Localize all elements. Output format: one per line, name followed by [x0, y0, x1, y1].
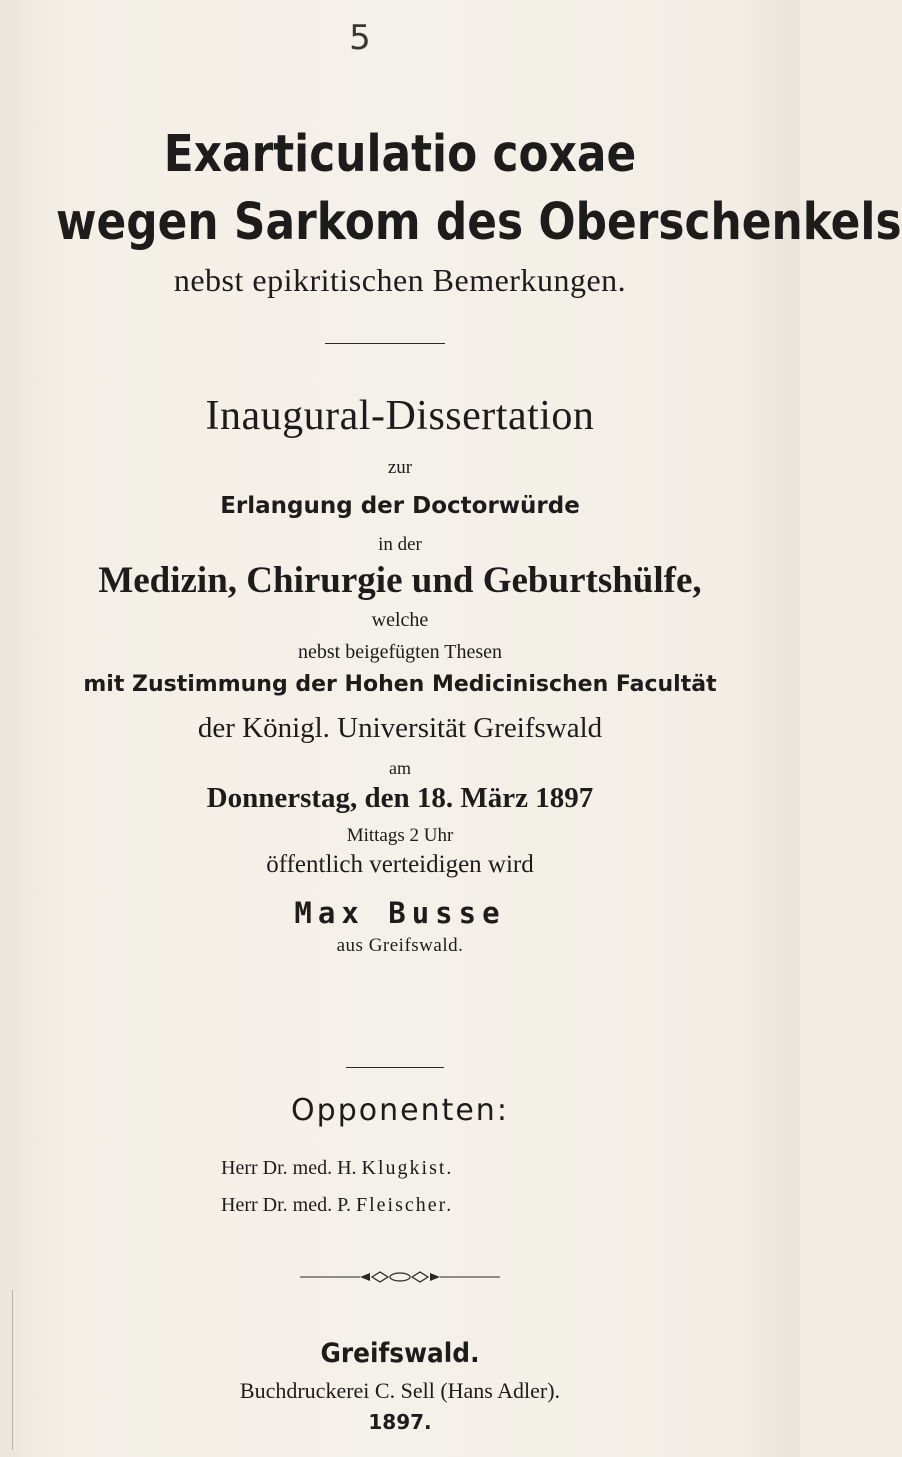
defense-time: Mittags 2 Uhr — [346, 825, 454, 846]
opponent-2 — [221, 1194, 453, 1217]
imprint-printer: Buchdruckerei C. Sell (Hans Adler). — [239, 1378, 561, 1403]
title-line-1: Exarticulatio coxae — [163, 125, 637, 184]
ornament-divider — [300, 1270, 500, 1284]
text-welche: welche — [371, 609, 429, 631]
text-erlangung: Erlangung der Doctorwürde — [220, 493, 580, 519]
divider-rule — [346, 1067, 444, 1068]
title-line-2: wegen Sarkom des Oberschenkels — [56, 193, 902, 252]
author-name: Max Busse — [294, 896, 506, 930]
opponent-name: Fleischer. — [355, 1194, 454, 1216]
page-edge-line — [12, 1290, 13, 1450]
text-fields: Medizin, Chirurgie und Geburtshülfe, — [98, 560, 702, 601]
opponent-prefix: Herr Dr. med. P. — [221, 1194, 356, 1216]
divider-rule — [325, 343, 445, 344]
corner-pencil-mark: 5 — [349, 18, 371, 58]
text-zustimmung: mit Zustimmung der Hohen Medicinischen Facultät — [83, 672, 717, 697]
dissertation-heading: Inaugural-Dissertation — [205, 393, 595, 439]
imprint-year: 1897. — [368, 1410, 432, 1434]
imprint-city: Greifswald. — [320, 1338, 480, 1369]
text-verteidigen: öffentlich verteidigen wird — [266, 851, 534, 878]
opponent-prefix: Herr Dr. med. H. — [221, 1157, 362, 1179]
title-line-3: nebst epikritischen Bemerkungen. — [173, 262, 627, 298]
opponent-name: Klugkist. — [361, 1157, 454, 1179]
author-origin: aus Greifswald. — [336, 935, 464, 956]
opponents-heading: Opponenten: — [291, 1093, 509, 1128]
text-university: der Königl. Universität Greifswald — [197, 712, 603, 744]
opponent-1 — [221, 1157, 453, 1180]
text-zur: zur — [387, 457, 413, 478]
defense-date: Donnerstag, den 18. März 1897 — [206, 782, 594, 814]
text-am: am — [389, 758, 411, 778]
text-nebst: nebst beigefügten Thesen — [297, 641, 502, 663]
text-in-der: in der — [378, 534, 422, 555]
